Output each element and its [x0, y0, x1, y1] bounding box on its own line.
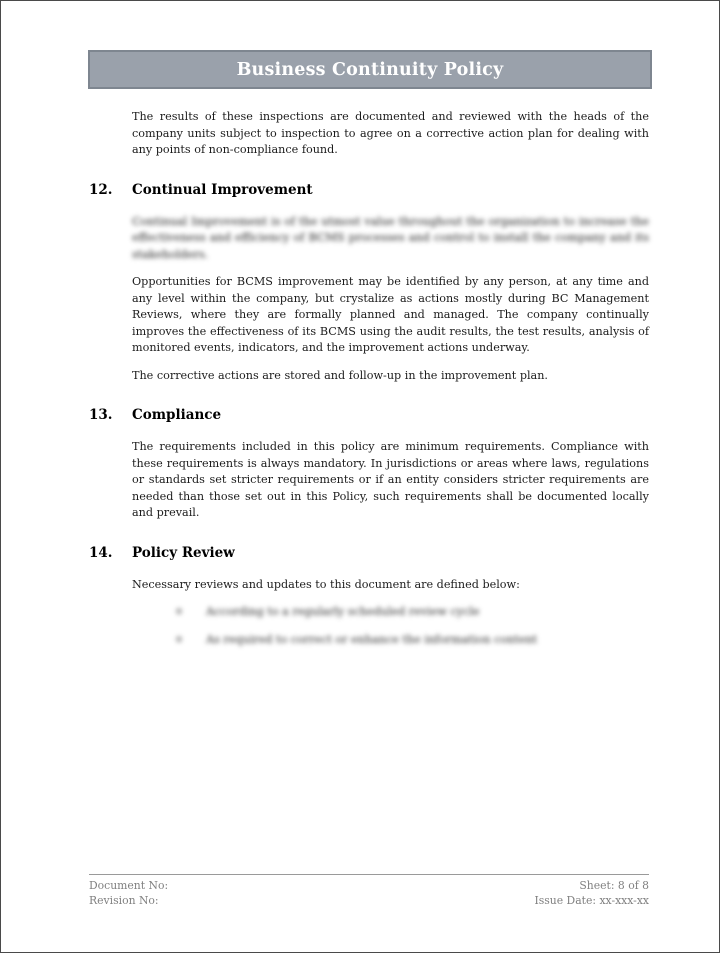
paragraph: The requirements included in this policy are minimum requirements. Compliance with these requirements is always mandatory. In jurisdictions or areas where laws, regulations or standards set stricter requirements or if an entity considers stricter requirements are needed than those set out in this Policy, such requirements shall be documented locally and prevail.	[132, 440, 649, 519]
section-number: 13.	[89, 407, 113, 423]
bullet-icon: o	[176, 633, 183, 645]
section-title: Continual Improvement	[132, 181, 313, 198]
redacted-list-text: According to a regularly scheduled review cycle	[206, 605, 480, 618]
section-title: Compliance	[132, 407, 222, 423]
intro-paragraph: The results of these inspections are documented and reviewed with the heads of the company units subject to inspection to agree on a corrective action plan for dealing with any points of non-compliance found.	[132, 110, 649, 156]
redacted-list-text: As required to correct or enhance the information content	[206, 632, 538, 646]
document-no-label: Document No:	[89, 879, 169, 892]
section-number: 12.	[89, 181, 113, 198]
title-banner	[88, 50, 652, 89]
page-footer	[89, 874, 649, 908]
section-heading-policy-review	[89, 544, 649, 562]
paragraph: The corrective actions are stored and follow-up in the improvement plan.	[132, 368, 548, 382]
revision-no-label: Revision No:	[89, 894, 159, 907]
bullet-icon: o	[176, 606, 183, 617]
paragraph: Opportunities for BCMS improvement may be identified by any person, at any time and any level within the company, but crystalize as actions mostly during BC Management Reviews, where they are formally planned and managed. The company continually improves the effectiveness of its BCMS using the audit results, the test results, analysis of monitored events, indicators, and the improvement actions underway.	[132, 275, 649, 354]
section-number: 14.	[89, 544, 113, 561]
document-body	[89, 109, 649, 659]
redacted-paragraph: Continual Improvement is of the utmost value throughout the organization to increase the effectiveness and efficiency of BCMS processes and control to install the company and its stakeholders.	[132, 214, 649, 261]
issue-date-label: Issue Date: xx-xxx-xx	[534, 894, 649, 907]
list-item	[132, 632, 649, 649]
review-bullet-list	[132, 604, 649, 648]
footer-right	[534, 878, 649, 908]
section-title: Policy Review	[132, 544, 235, 561]
list-item	[132, 604, 649, 621]
sheet-label: Sheet: 8 of 8	[579, 879, 649, 892]
document-title: Business Continuity Policy	[236, 59, 504, 80]
paragraph: Necessary reviews and updates to this document are defined below:	[132, 577, 520, 591]
section-heading-continual-improvement	[89, 181, 649, 199]
footer-left	[89, 878, 168, 908]
section-heading-compliance	[89, 406, 649, 424]
